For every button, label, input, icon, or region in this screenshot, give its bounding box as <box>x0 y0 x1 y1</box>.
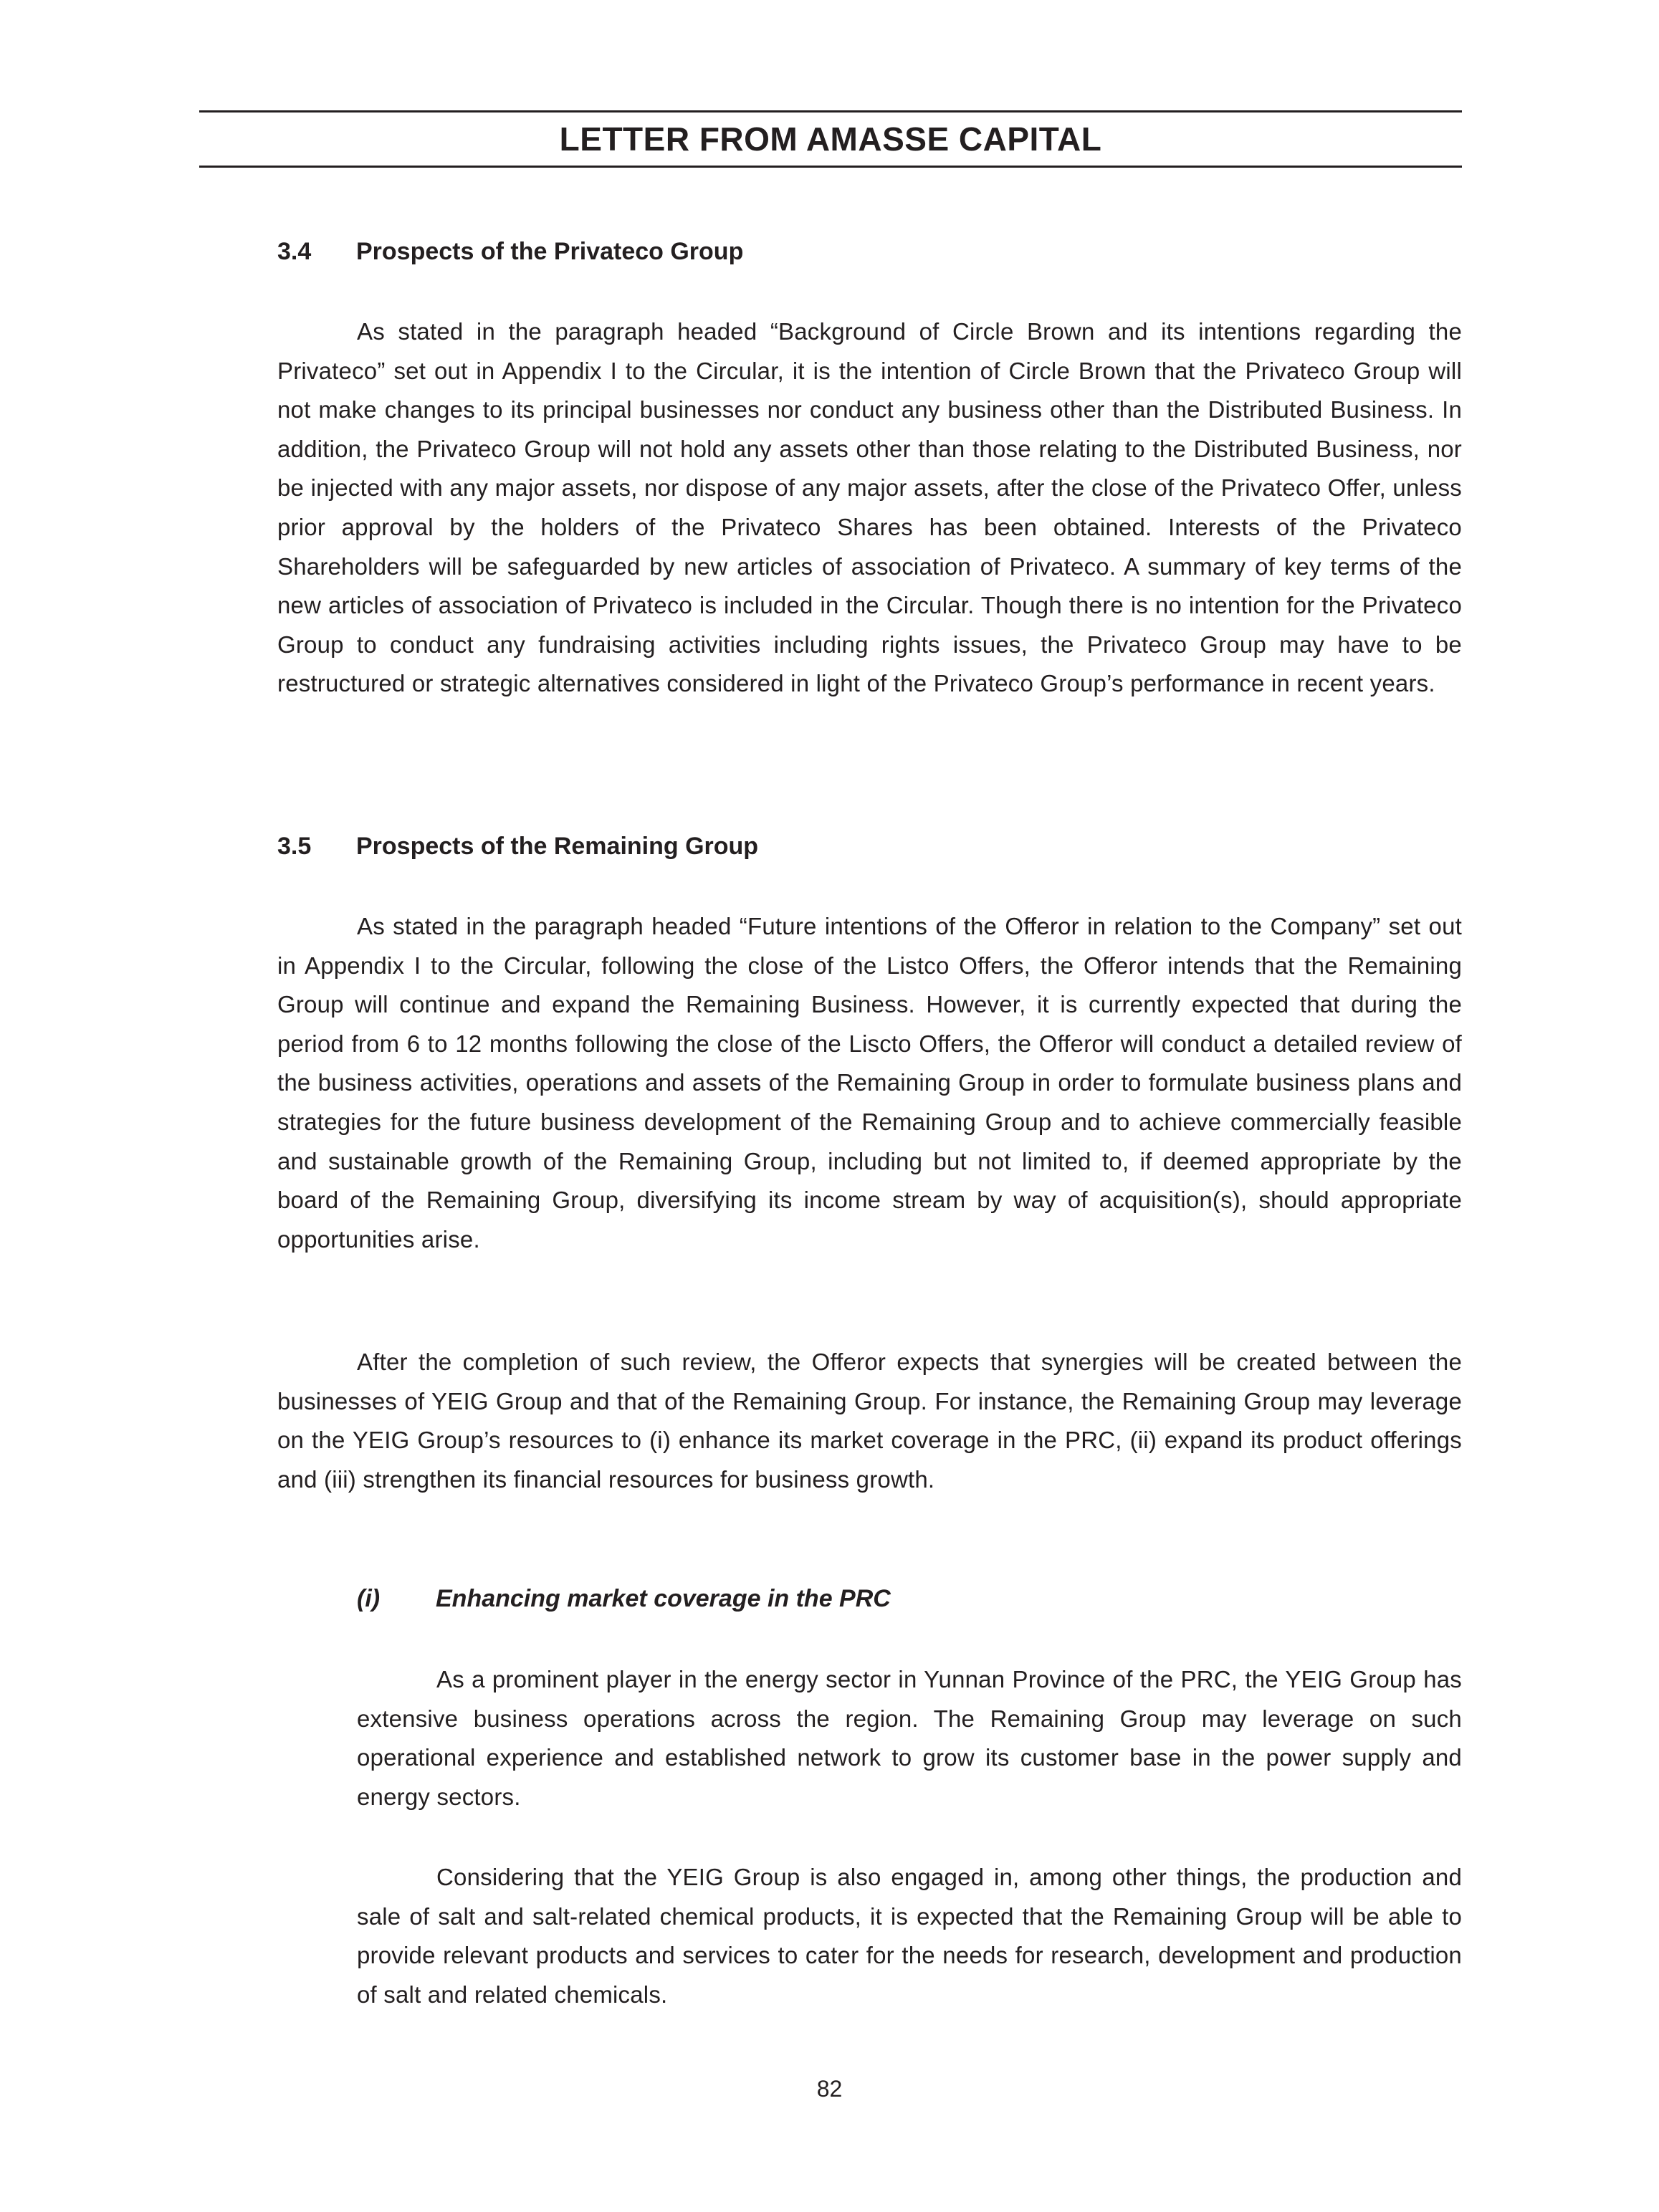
section-title: Prospects of the Remaining Group <box>356 833 759 860</box>
section-number: 3.4 <box>277 238 312 265</box>
subsection-title: Enhancing market coverage in the PRC <box>436 1585 891 1612</box>
section-title: Prospects of the Privateco Group <box>356 238 744 265</box>
header-title: LETTER FROM AMASSE CAPITAL <box>559 120 1102 158</box>
page-header <box>199 110 1462 168</box>
subsection-heading-enhancing-market-coverage <box>357 1585 891 1613</box>
page-number: 82 <box>816 2076 843 2102</box>
paragraph-synergies: After the completion of such review, the Offeror expects that synergies will be created between the businesses of YEIG Group and that of the Remaining Group. For instance, the Remaining Group may leverage on the YEIG Group’s resources to (i) enhance its market coverage in the PRC, (ii) expand its product offerings and (iii) strengthen its financial resources for business growth. <box>277 1349 1462 1493</box>
section-heading-3-5 <box>277 833 758 861</box>
subsection-number: (i) <box>357 1585 381 1612</box>
section-number: 3.5 <box>277 833 312 860</box>
section-heading-3-4 <box>277 238 743 266</box>
paragraph-yeig-energy-sector: As a prominent player in the energy sector in Yunnan Province of the PRC, the YEIG Group has extensive business operations across the region. The Remaining Group may leverage on such operational experience and established network to grow its customer base in the power supply and energy sectors. <box>357 1666 1462 1810</box>
paragraph-remaining-group-intentions: As stated in the paragraph headed “Future intentions of the Offeror in relation to the Company” set out in Appendix I to the Circular, following the close of the Listco Offers, the Offeror intends that the Remaining Group will continue and expand the Remaining Business. However, it is currently expected that during the period from 6 to 12 months following the close of the Liscto Offers, the Offeror will conduct a detailed review of the business activities, operations and assets of the Remaining Group in order to formulate business plans and strategies for the future business development of the Remaining Group and to achieve commercially feasible and sustainable growth of the Remaining Group, including but not limited to, if deemed appropriate by the board of the Remaining Group, diversifying its income stream by way of acquisition(s), should appropriate opportunities arise. <box>277 913 1462 1253</box>
paragraph-privateco-prospects: As stated in the paragraph headed “Background of Circle Brown and its intentions regarding the Privateco” set out in Appendix I to the Circular, it is the intention of Circle Brown that the Privateco Group will not make changes to its principal businesses nor conduct any business other than the Distributed Business. In addition, the Privateco Group will not hold any assets other than those relating to the Distributed Business, nor be injected with any major assets, nor dispose of any major assets, after the close of the Privateco Offer, unless prior approval by the holders of the Privateco Shares has been obtained. Interests of the Privateco Shareholders will be safeguarded by new articles of association of Privateco. A summary of key terms of the new articles of association of Privateco is included in the Circular. Though there is no intention for the Privateco Group to conduct any fundraising activities including rights issues, the Privateco Group may have to be restructured or strategic alternatives considered in light of the Privateco Group’s performance in recent years. <box>277 318 1462 697</box>
paragraph-yeig-salt-products: Considering that the YEIG Group is also engaged in, among other things, the production and sale of salt and salt-related chemical products, it is expected that the Remaining Group will be able to provide relevant products and services to cater for the needs for research, development and production of salt and related chemicals. <box>357 1864 1462 2008</box>
